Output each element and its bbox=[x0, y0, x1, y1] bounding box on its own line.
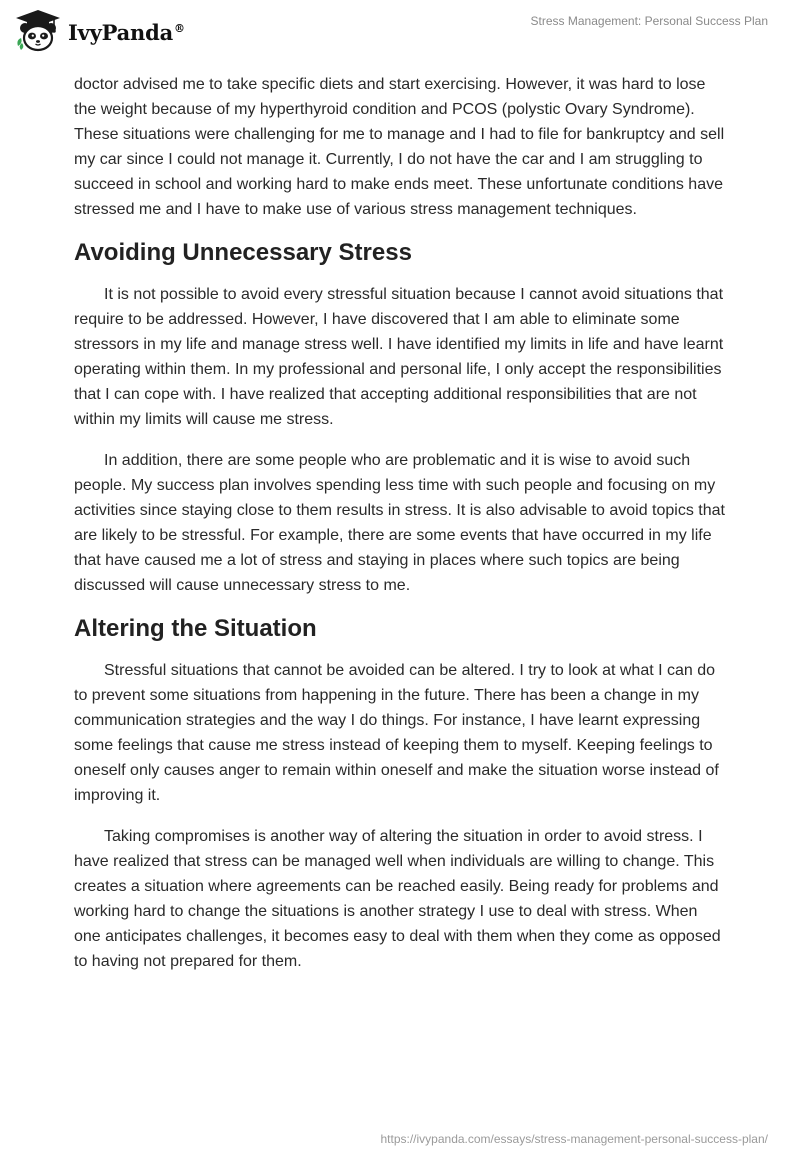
section-heading-avoiding-stress: Avoiding Unnecessary Stress bbox=[74, 239, 412, 266]
section-heading-altering-situation: Altering the Situation bbox=[74, 615, 317, 642]
panda-graduate-icon bbox=[14, 8, 62, 54]
essay-content bbox=[74, 72, 726, 990]
section-paragraph: In addition, there are some people who are problematic and it is wise to avoid such people. My success plan involves spending less time with such people and focusing on my activities since staying close to them results in stress. It is also advisable to avoid topics that are likely to be stressful. For example, there are some events that have occurred in my life that have caused me a lot of stress and staying in places where such topics are being discussed will cause unnecessary stress to me. bbox=[74, 452, 725, 594]
intro-paragraph: doctor advised me to take specific diets and start exercising. However, it was hard to lose the weight because of my hyperthyroid condition and PCOS (polystic Ovary Syndrome). These situations were challenging for me to manage and I had to file for bankruptcy and sell my car since I could not manage it. Currently, I do not have the car and I am struggling to succeed in school and working hard to make ends meet. These unfortunate conditions have stressed me and I have to make use of various stress management techniques. bbox=[74, 76, 725, 218]
ivypanda-logo[interactable] bbox=[14, 8, 185, 54]
page-header bbox=[0, 0, 800, 60]
section-paragraph: It is not possible to avoid every stressful situation because I cannot avoid situations that require to be addressed. However, I have discovered that I am able to eliminate some stressors in my life and manage stress well. I have identified my limits in life and have learnt operating within them. In my professional and personal life, I only accept the responsibilities that I can cope with. I have realized that accepting additional responsibilities that are not within my limits will cause me stress. bbox=[74, 286, 724, 428]
section-paragraph: Stressful situations that cannot be avoided can be altered. I try to look at what I can do to prevent some situations from happening in the future. There has been a change in my communication strategies and the way I do things. For instance, I have learnt expressing some feelings that cause me stress instead of keeping them to myself. Keeping feelings to oneself only causes anger to remain within oneself and make the situation worse instead of improving it. bbox=[74, 662, 719, 804]
brand-name: IvyPanda® bbox=[68, 19, 185, 45]
section-paragraph: Taking compromises is another way of altering the situation in order to avoid stress. I have realized that stress can be managed well when individuals are willing to change. This creates a situation where agreements can be reached easily. Being ready for problems and working hard to change the situations is another strategy I use to deal with stress. When one anticipates challenges, it becomes easy to deal with them when they come as opposed to having not prepared for them. bbox=[74, 828, 721, 970]
source-url-link[interactable]: https://ivypanda.com/essays/stress-management-personal-success-plan/ bbox=[380, 1132, 768, 1146]
document-title: Stress Management: Personal Success Plan bbox=[530, 14, 768, 28]
